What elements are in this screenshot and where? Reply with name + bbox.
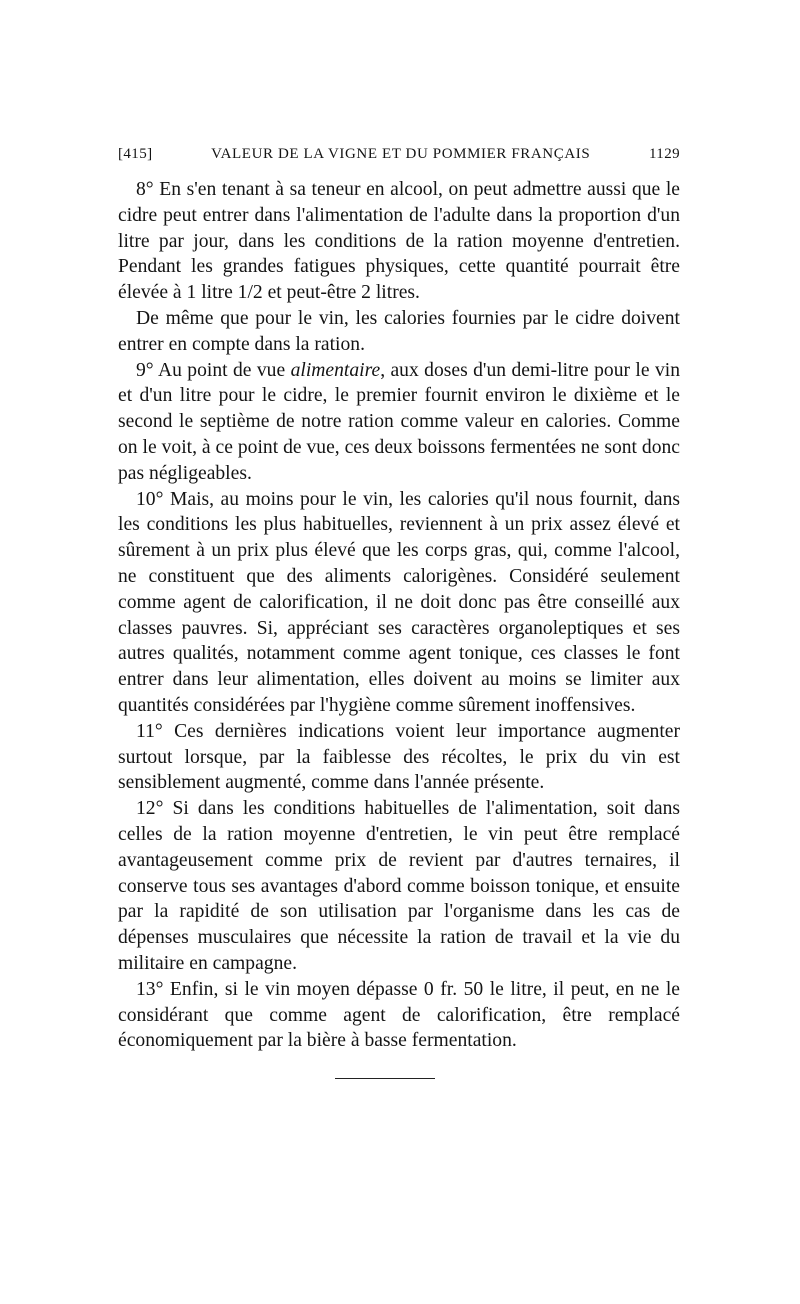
section-end-rule	[335, 1078, 435, 1079]
header-bracket-number: [415]	[118, 146, 153, 162]
paragraph-13: 13° Enfin, si le vin moyen dépasse 0 fr. 50 le litre, il peut, en ne le considérant que comme agent de calorification, être remplacé économiquement par la bière à basse fermentation.	[118, 978, 680, 1052]
header-title: VALEUR DE LA VIGNE ET DU POMMIER FRANÇAIS	[211, 146, 591, 162]
paragraph-10: 10° Mais, au moins pour le vin, les calories qu'il nous fournit, dans les conditions les plus habituelles, reviennent à un prix assez élevé et sûrement à un prix plus élevé que les corps gras, qui, comme l'alcool, ne constituent que des aliments calorigènes. Considéré seulement comme agent de calorification, il ne doit donc pas être conseillé aux classes pauvres. Si, appréciant ses caractères organoleptiques et ses autres qualités, notamment comme agent tonique, ces classes le font entrer dans leur alimentation, elles doivent au moins se limiter aux quantités considérées par l'hygiène comme sûrement inoffensives.	[118, 488, 680, 716]
paragraph-12: 12° Si dans les conditions habituelles de l'alimentation, soit dans celles de la ration moyenne d'entretien, le vin peut être remplacé avantageusement comme prix de revient par d'autres ternaires, il conserve tous ses avantages d'abord comme boisson tonique, et ensuite par la rapidité de son utilisation par l'organisme dans les cas de dépenses musculaires que nécessite la ration de travail et la vie du militaire en campagne.	[118, 798, 680, 974]
paragraph-9-start: 9° Au point de vue	[136, 359, 291, 381]
paragraph-8-continued: De même que pour le vin, les calories fournies par le cidre doivent entrer en compte dans la ration.	[118, 307, 680, 355]
paragraph-9-emphasis: alimentaire	[290, 359, 381, 381]
paragraph-11: 11° Ces dernières indications voient leur importance augmenter surtout lorsque, par la faiblesse des récoltes, le prix du vin est sensiblement augmenté, comme dans l'année présente.	[118, 720, 680, 794]
page-number: 1129	[648, 146, 680, 162]
paragraph-9-end: , aux doses d'un demi-litre pour le vin et d'un litre pour le cidre, le premier fournit environ le dixième et le second le septième de notre ration comme valeur en calories. Comme on le voit, à ce point de vue, ces deux boissons fermentées ne sont donc pas négligeables.	[118, 359, 680, 484]
paragraph-9	[118, 358, 680, 487]
document-page	[118, 146, 680, 1079]
paragraph-8: 8° En s'en tenant à sa teneur en alcool, on peut admettre aussi que le cidre peut entrer dans l'alimentation de l'adulte dans la proportion d'un litre par jour, dans les conditions de la ration moyenne d'entretien. Pendant les grandes fatigues physiques, cette quantité pourrait être élevée à 1 litre 1/2 et peut-être 2 litres.	[118, 179, 680, 304]
running-header	[118, 146, 680, 163]
